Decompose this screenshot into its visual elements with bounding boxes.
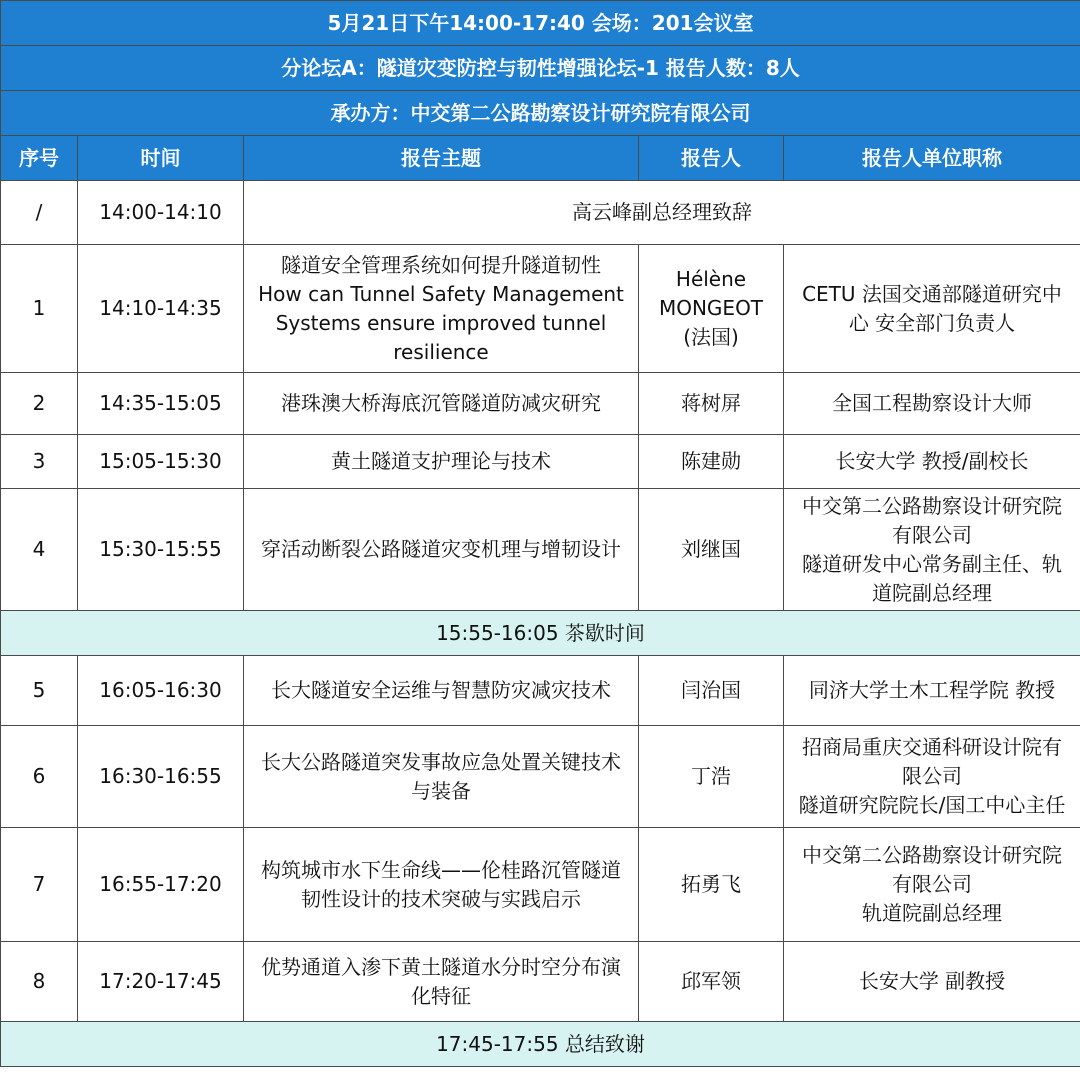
table-row [1, 942, 1080, 1022]
session-time-banner [1, 1, 1080, 46]
row-topic [244, 373, 639, 435]
row-time: 17:20-17:45 [78, 942, 244, 1022]
row-affiliation-line: 中交第二公路勘察设计研究院 [802, 843, 1063, 867]
row-affiliation-line: 长安大学 教授/副校长 [835, 449, 1029, 473]
row-no: 7 [1, 828, 78, 942]
row-no: 5 [1, 656, 78, 726]
row-affiliation [784, 373, 1080, 435]
row-time: 16:05-16:30 [78, 656, 244, 726]
row-topic [244, 942, 639, 1022]
row-topic [244, 245, 639, 373]
row-time: 16:30-16:55 [78, 726, 244, 828]
row-time: 14:10-14:35 [78, 245, 244, 373]
col-header-topic: 报告主题 [244, 136, 639, 181]
row-affiliation-line: 长安大学 副教授 [858, 969, 1006, 993]
row-topic [244, 828, 639, 942]
row-topic-line: resilience [393, 339, 489, 364]
row-topic-line: 韧性设计的技术突破与实践启示 [301, 886, 581, 911]
row-affiliation [784, 656, 1080, 726]
col-header-no: 序号 [1, 136, 78, 181]
row-affiliation-line: 道院副总经理 [872, 580, 993, 605]
row-affiliation-line: 全国工程勘察设计大师 [832, 391, 1033, 415]
table-row [1, 435, 1080, 489]
row-speaker-line: 闫治国 [681, 678, 741, 702]
row-speaker [639, 656, 784, 726]
opening-row [1, 181, 1080, 245]
row-speaker-line: Hélène [675, 267, 747, 291]
row-affiliation-line: 轨道院副总经理 [862, 901, 1003, 925]
row-affiliation-line: 隧道研发中心常务副主任、轨 [802, 551, 1063, 576]
tea-break-text: 15:55-16:05 茶歇时间 [1, 611, 1080, 656]
row-topic [244, 435, 639, 489]
col-header-time: 时间 [78, 136, 244, 181]
row-affiliation-line: 有限公司 [892, 872, 973, 896]
row-time: 15:30-15:55 [78, 489, 244, 611]
row-speaker-line: 陈建勋 [681, 449, 741, 473]
opening-remarks: 高云峰副总经理致辞 [244, 181, 1080, 245]
organizer-banner [1, 91, 1080, 136]
row-affiliation-line: 心 安全部门负责人 [848, 310, 1016, 335]
table-row [1, 489, 1080, 611]
session-time-text: 5月21日下午14:00-17:40 会场：201会议室 [1, 1, 1080, 46]
row-affiliation [784, 489, 1080, 611]
row-time: 15:05-15:30 [78, 435, 244, 489]
row-time: 14:00-14:10 [78, 181, 244, 245]
row-topic-line: 隧道安全管理系统如何提升隧道韧性 [281, 252, 601, 277]
row-topic-line: 长大隧道安全运维与智慧防灾减灾技术 [271, 678, 611, 702]
table-row [1, 245, 1080, 373]
col-header-speaker: 报告人 [639, 136, 784, 181]
row-speaker-line: (法国) [683, 325, 739, 349]
tea-break-row [1, 611, 1080, 656]
row-topic [244, 656, 639, 726]
row-affiliation-line: 限公司 [902, 764, 963, 788]
row-no: 4 [1, 489, 78, 611]
row-topic [244, 489, 639, 611]
row-speaker-line: 蒋树屏 [681, 391, 741, 415]
row-no: 8 [1, 942, 78, 1022]
row-time: 16:55-17:20 [78, 828, 244, 942]
row-time: 14:35-15:05 [78, 373, 244, 435]
row-affiliation-line: 同济大学土木工程学院 教授 [808, 678, 1056, 702]
row-affiliation [784, 726, 1080, 828]
row-speaker [639, 828, 784, 942]
table-row [1, 726, 1080, 828]
table-row [1, 373, 1080, 435]
row-speaker-line: MONGEOT [658, 296, 764, 320]
row-affiliation-line: CETU 法国交通部隧道研究中 [802, 281, 1062, 306]
row-topic-line: Systems ensure improved tunnel [275, 310, 607, 335]
row-affiliation-line: 招商局重庆交通科研设计院有 [802, 735, 1063, 759]
row-speaker [639, 942, 784, 1022]
forum-title-banner [1, 46, 1080, 91]
row-topic-line: 优势通道入渗下黄土隧道水分时空分布演 [261, 954, 621, 979]
forum-title-text: 分论坛A：隧道灾变防控与韧性增强论坛-1 报告人数：8人 [1, 46, 1080, 91]
row-speaker [639, 489, 784, 611]
row-affiliation [784, 942, 1080, 1022]
row-speaker-line: 刘继国 [681, 537, 741, 561]
row-topic-line: 穿活动断裂公路隧道灾变机理与增韧设计 [261, 537, 621, 561]
row-no: / [1, 181, 78, 245]
row-topic-line: 化特征 [411, 983, 471, 1008]
row-speaker [639, 435, 784, 489]
row-affiliation [784, 245, 1080, 373]
row-no: 3 [1, 435, 78, 489]
row-no: 1 [1, 245, 78, 373]
row-affiliation [784, 828, 1080, 942]
row-no: 6 [1, 726, 78, 828]
row-topic-line: 构筑城市水下生命线——伦桂路沉管隧道 [261, 857, 621, 882]
row-affiliation-line: 隧道研究院院长/国工中心主任 [798, 793, 1066, 817]
row-speaker [639, 373, 784, 435]
closing-row [1, 1022, 1080, 1067]
row-speaker [639, 726, 784, 828]
closing-text: 17:45-17:55 总结致谢 [1, 1022, 1080, 1067]
row-topic [244, 726, 639, 828]
row-topic-line: 与装备 [411, 778, 471, 803]
row-speaker [639, 245, 784, 373]
organizer-text: 承办方：中交第二公路勘察设计研究院有限公司 [1, 91, 1080, 136]
row-topic-line: 长大公路隧道突发事故应急处置关键技术 [261, 749, 621, 774]
row-affiliation-line: 中交第二公路勘察设计研究院 [802, 493, 1063, 518]
table-row [1, 828, 1080, 942]
row-affiliation [784, 435, 1080, 489]
row-topic-line: 港珠澳大桥海底沉管隧道防减灾研究 [281, 391, 601, 415]
row-topic-line: 黄土隧道支护理论与技术 [331, 449, 551, 473]
row-no: 2 [1, 373, 78, 435]
row-speaker-line: 丁浩 [691, 764, 731, 788]
schedule-body [1, 1, 1080, 1067]
col-header-affiliation: 报告人单位职称 [784, 136, 1080, 181]
column-header-row [1, 136, 1080, 181]
row-speaker-line: 拓勇飞 [681, 872, 741, 896]
table-row [1, 656, 1080, 726]
row-affiliation-line: 有限公司 [892, 522, 973, 547]
row-speaker-line: 邱军领 [681, 969, 741, 993]
row-topic-line: How can Tunnel Safety Management [258, 281, 624, 306]
